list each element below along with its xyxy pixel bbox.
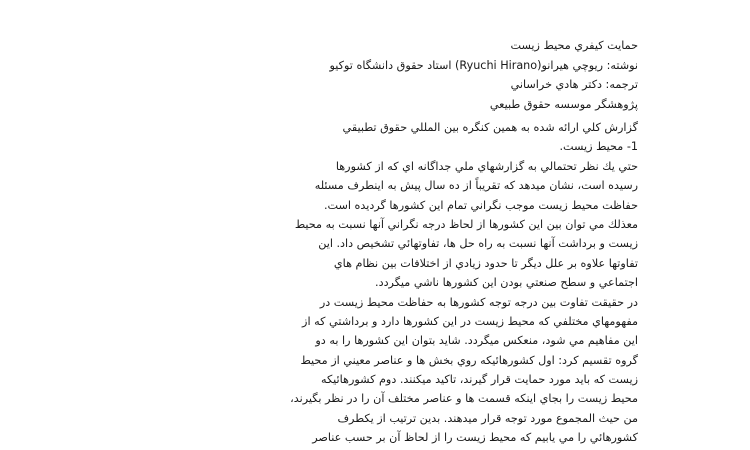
affiliation-line: پژوهشگر موسسه حقوق طبيعي xyxy=(489,98,638,112)
body-line: تفاوتها علاوه بر علل ديگر تا حدود زيادي از اختلافات بين نظام هاي xyxy=(333,256,638,270)
body-line: در حقيقت تفاوت بين درجه توجه کشورها به حفاظت محيط زيست در xyxy=(319,295,638,309)
body-line: محيط زيست را بجاي اينکه قسمت ها و عناصر مختلف آن را در نظر بگيرند، xyxy=(290,392,638,406)
body-line: زيست و برداشت آنها نسبت به راه حل ها، تفاوتهائي تشخيص داد. اين xyxy=(318,237,638,251)
body-line: حفاظت محيط زيست موجب نگراني تمام اين کشورها گرديده است. xyxy=(323,198,638,212)
body-line: معذلك مي توان بين اين کشورها از لحاظ درجه نگراني آنها نسبت به محيط xyxy=(294,217,638,231)
body-line: گروه تقسيم کرد: اول کشورهائيکه روي بخش ها و عناصر معيني از محيط xyxy=(300,353,638,367)
body-line: رسيده است، نشان ميدهد که تقريباً از ده سال پيش به اينطرف مسئله xyxy=(314,179,638,193)
report-intro-line: گزارش کلي ارائه شده به همين کنگره بين المللي حقوق تطبيقي xyxy=(342,121,638,134)
author-line: نوشته: ريوچي هيرانو(Ryuchi Hirano) استاد حقوق دانشگاه توکيو xyxy=(329,58,638,72)
body-line: زيست که بايد مورد حمايت قرار گيرند، تاکيد ميکنند. دوم کشورهائيکه xyxy=(320,373,638,387)
body-line: مفهومهاي مختلفي که محيط زيست در اين کشورها دارد و برداشتي که از xyxy=(302,314,638,328)
document-header xyxy=(98,36,638,115)
document-body xyxy=(98,118,638,448)
body-line: حتي يك نظر تحتمالي به گزارشهاي ملي جداگانه اي که از کشورها xyxy=(335,159,638,173)
section-heading: 1- محيط زيست. xyxy=(559,140,638,154)
body-line: کشورهائي را مي يابيم که محيط زيست را از لحاظ آن بر حسب عناصر xyxy=(312,431,638,445)
document-title: حمايت کيفري محيط زيست xyxy=(510,39,638,52)
body-line: من حيث المجموع مورد توجه قرار ميدهند. بدين ترتيب از يکطرف xyxy=(337,411,638,425)
translator-line: ترجمه: دکتر هادي خراساني xyxy=(510,78,638,92)
body-line: اجتماعي و سطح صنعتي بودن اين کشورها ناشي ميگردد. xyxy=(375,276,638,290)
body-line: اين مفاهيم مي شود، منعکس ميگردد. شايد بتوان اين کشورها را به دو xyxy=(315,334,638,348)
